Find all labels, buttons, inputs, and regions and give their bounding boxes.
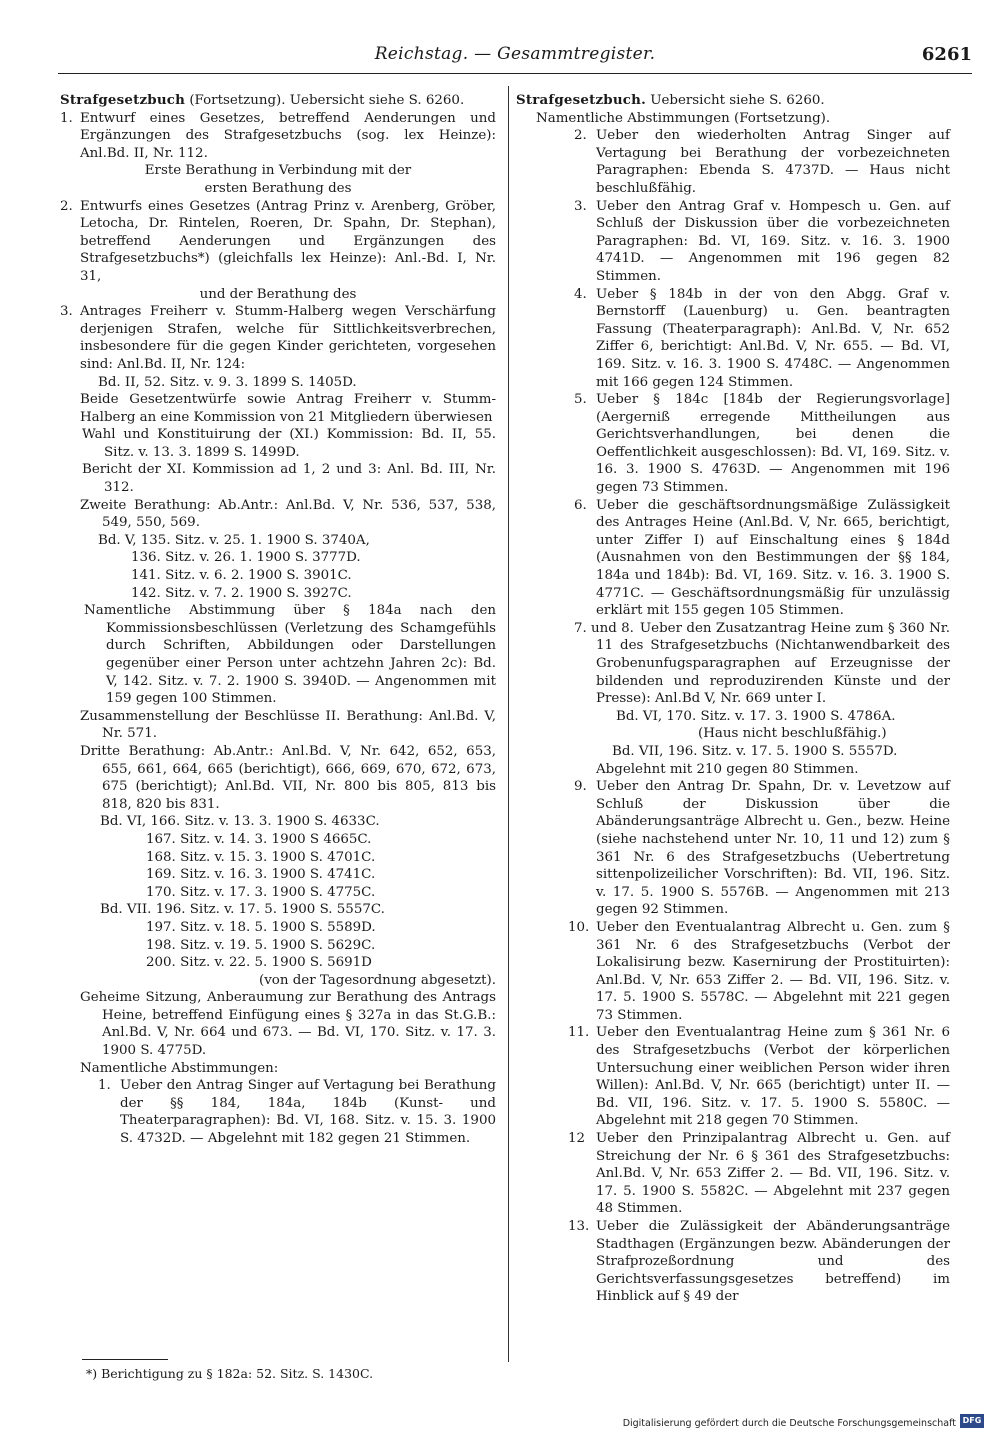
paragraph: Beide Gesetzentwürfe sowie Antrag Freiherr v. Stumm-Halberg an eine Kommission von 21 Mitgliedern überwiesen: [80, 392, 496, 425]
item-number: 11.: [568, 1025, 590, 1041]
item-text: Ueber den Antrag Dr. Spahn, Dr. v. Levetzow auf Schluß der Diskussion über die Abänderungsanträge Albrecht u. Gen., bezw. Heine (siehe nachstehend unter Nr. 10, 11 und 12) zum § 361 Nr. 6 des Strafgesetzbuchs (Uebertretung sittenpolizeilicher Vorschriften): Bd. VII, 196. Sitz. v. 17. 5. 1900 S. 5576B. — Angenommen mit 213 gegen 92 Stimmen.: [596, 779, 950, 918]
dfg-logo: DFG: [960, 1414, 984, 1428]
item-text: Ueber die geschäftsordnungsmäßige Zulässigkeit des Antrages Heine (Anl.Bd. V, Nr. 665, berichtigt, unter Ziffer I) auf Einschaltung eines § 184d (Ausnahmen von den Bestimmungen der §§ 184, 184a und 184b): Bd. VI, 169. Sitz. v. 16. 3. 1900 S. 4771C. — Geschäftsordnungsmäßig für unzulässig erklärt mit 155 gegen 105 Stimmen.: [596, 497, 950, 619]
reference-line: 142. Sitz. v. 7. 2. 1900 S. 3927C.: [131, 585, 352, 601]
reference-line: 169. Sitz. v. 16. 3. 1900 S. 4741C.: [146, 867, 376, 883]
reference-line: 141. Sitz. v. 6. 2. 1900 S. 3901C.: [131, 568, 352, 584]
reference-line: 167. Sitz. v. 14. 3. 1900 S 4665C.: [146, 831, 372, 847]
item-number: 9.: [574, 779, 587, 795]
paragraph: Wahl und Konstituirung der (XI.) Kommission: Bd. II, 55. Sitz. v. 13. 3. 1899 S. 1499D.: [82, 427, 496, 460]
reference-line: Bd. VI, 166. Sitz. v. 13. 3. 1900 S. 4633C.: [100, 814, 380, 830]
result-line: Abgelehnt mit 210 gegen 80 Stimmen.: [596, 761, 859, 777]
item-text: Ueber den Antrag Graf v. Hompesch u. Gen. auf Schluß der Diskussion über die vorbezeichneten Paragraphen: Bd. VI, 169. Sitz. v. 16. 3. 1900 4741D. — Angenommen mit 196 gegen 82 Stimmen.: [596, 198, 950, 284]
paragraph: Namentliche Abstimmung über § 184a nach den Kommissionsbeschlüssen (Verletzung des Schamgefühls durch Schriften, Abbildungen oder Darstellungen gegenüber einer Person unter achtzehn Jahren 2c): Bd. V, 142. Sitz. v. 7. 2. 1900 S. 3940D. — Angenommen mit 159 gegen 100 Stimmen.: [84, 603, 496, 707]
list-item: [60, 198, 496, 286]
right-column: [516, 92, 950, 1306]
footnote-rule: [82, 1359, 168, 1360]
footnote: *) Berichtigung zu § 182a: 52. Sitz. S. 1430C.: [86, 1366, 374, 1381]
reference-line: Bd. VII, 196. Sitz. v. 17. 5. 1900 S. 5557D.: [612, 743, 898, 759]
reference-line: Bd. V, 135. Sitz. v. 25. 1. 1900 S. 3740A,: [98, 532, 370, 548]
subheading: ersten Berathung des: [204, 180, 352, 196]
page-header: [58, 44, 972, 70]
reference-list: [60, 532, 496, 602]
item-text: Ueber § 184c [184b der Regierungsvorlage] (Aergerniß erregende Mittheilungen aus Gerichtsverhandlungen, bei denen die Oeffentlichkeit ausgeschlossen): Bd. VI, 169. Sitz. v. 16. 3. 1900 S. 4763D. — Angenommen mit 196 gegen 73 Stimmen.: [596, 392, 950, 496]
header-rule: [58, 73, 972, 74]
list-item: [516, 497, 950, 620]
item-number: 7. und 8.: [574, 620, 634, 636]
list-item: [516, 1024, 950, 1130]
paragraph: Dritte Berathung: Ab.Antr.: Anl.Bd. V, Nr. 642, 652, 653, 655, 661, 664, 665 (berichtigt), 666, 669, 670, 672, 673, 675 (berichtigt); Anl.Bd. VII, Nr. 800 bis 805, 813 bis 818, 820 bis 831.: [80, 743, 496, 812]
heading-bold: Strafgesetzbuch.: [516, 92, 646, 108]
reference-note: (von der Tagesordnung abgesetzt).: [258, 972, 496, 988]
list-item: [516, 286, 950, 392]
list-item: [60, 110, 496, 163]
item-text: Entwurf eines Gesetzes, betreffend Aenderungen und Ergänzungen des Strafgesetzbuchs (sog. lex Heinze): Anl.Bd. II, Nr. 112.: [80, 110, 496, 161]
digitization-credit: Digitalisierung gefördert durch die Deutsche Forschungsgemeinschaft: [622, 1418, 956, 1429]
list-item: [516, 1218, 950, 1306]
item-number: 1.: [98, 1078, 111, 1094]
list-item: [60, 1077, 496, 1147]
item-number: 2.: [60, 198, 73, 214]
item-number: 2.: [574, 128, 587, 144]
subheading: Erste Berathung in Verbindung mit der: [144, 163, 412, 179]
item-text: Ueber den Prinzipalantrag Albrecht u. Gen. auf Streichung der Nr. 6 § 361 des Strafgesetzbuchs: Anl.Bd. V, Nr. 653 Ziffer 2. — Bd. VII, 196. Sitz. v. 17. 5. 1900 S. 5582C. — Abgelehnt mit 237 gegen 48 Stimmen.: [596, 1131, 950, 1217]
reference-line: 200. Sitz. v. 22. 5. 1900 S. 5691D: [146, 955, 372, 971]
item-number: 13.: [568, 1219, 590, 1234]
list-item: [60, 303, 496, 373]
page-number: 6261: [921, 44, 972, 65]
paragraph: Zweite Berathung: Ab.Antr.: Anl.Bd. V, Nr. 536, 537, 538, 549, 550, 569.: [80, 497, 496, 531]
column-divider: [508, 86, 509, 1362]
reference-line: Bd. VII. 196. Sitz. v. 17. 5. 1900 S. 5557C.: [100, 902, 385, 918]
heading-rest: (Fortsetzung). Uebersicht siehe S. 6260.: [185, 93, 465, 108]
item-number: 5.: [574, 392, 587, 408]
subheading: und der Berathung des: [199, 286, 357, 302]
item-number: 6.: [574, 497, 587, 513]
section-heading: [60, 92, 496, 110]
reference-line: Bd. VI, 170. Sitz. v. 17. 3. 1900 S. 4786A.: [616, 708, 896, 724]
heading-bold: Strafgesetzbuch: [60, 92, 186, 108]
item-text: Entwurfs eines Gesetzes (Antrag Prinz v. Arenberg, Gröber, Letocha, Dr. Rintelen, Roeren, Dr. Spahn, Dr. Stephan), betreffend Aenderungen und Ergänzungen des Strafgesetzbuchs*) (gleichfalls lex Heinze): Anl.-Bd. I, Nr. 31,: [80, 198, 496, 284]
list-item: [516, 778, 950, 919]
item-text: Ueber den Eventualantrag Albrecht u. Gen. zum § 361 Nr. 6 des Strafgesetzbuchs (Verbot der Lokalisirung bezw. Kasernirung der Prostituirten): Anl.Bd. V, Nr. 653 Ziffer 2. — Bd. VII, 196. Sitz. v. 17. 5. 1900 S. 5578C. — Abgelehnt mit 221 gegen 73 Stimmen.: [596, 919, 950, 1023]
paragraph: Bericht der XI. Kommission ad 1, 2 und 3: Anl. Bd. III, Nr. 312.: [82, 462, 496, 496]
list-item: [516, 391, 950, 497]
reference-line: 198. Sitz. v. 19. 5. 1900 S. 5629C.: [146, 937, 376, 953]
item-text: Ueber den Zusatzantrag Heine zum § 360 Nr. 11 des Strafgesetzbuchs (Nichtanwendbarkeit des Grobenunfugsparagraphen auf Erzeugnisse der bildenden und reproduzirenden Künste und der Presse): Anl.Bd V, Nr. 669 unter I.: [596, 620, 950, 707]
paragraph: Geheime Sitzung, Anberaumung zur Berathung des Antrags Heine, betreffend Einfügung eines § 327a in das St.G.B.: Anl.Bd. V, Nr. 664 und 673. — Bd. VI, 170. Sitz. v. 17. 3. 1900 S. 4775D.: [80, 990, 496, 1059]
heading-rest: Uebersicht siehe S. 6260.: [645, 93, 825, 108]
reference-line: Bd. II, 52. Sitz. v. 9. 3. 1899 S. 1405D.: [98, 374, 357, 390]
list-item: [516, 620, 950, 708]
reference-note: (Haus nicht beschlußfähig.): [698, 726, 887, 742]
item-text: Antrages Freiherr v. Stumm-Halberg wegen Verschärfung derjenigen Strafen, welche für Sittlichkeitsverbrechen, insbesondere für die gegen Kinder gerichteten, vorgesehen sind: Anl.Bd. II, Nr. 124:: [80, 304, 496, 372]
reference-line: 197. Sitz. v. 18. 5. 1900 S. 5589D.: [146, 919, 376, 935]
running-title: Reichstag. — Gesammtregister.: [374, 44, 656, 64]
subheading: Namentliche Abstimmungen:: [80, 1060, 279, 1076]
left-column: [60, 92, 496, 1148]
section-heading: [516, 92, 950, 110]
item-number: 4.: [574, 286, 587, 302]
item-number: 3.: [60, 304, 73, 320]
reference-line: 170. Sitz. v. 17. 3. 1900 S. 4775C.: [146, 884, 376, 900]
paragraph: Zusammenstellung der Beschlüsse II. Berathung: Anl.Bd. V, Nr. 571.: [80, 708, 496, 742]
reference-list: [60, 813, 496, 971]
reference-line: 136. Sitz. v. 26. 1. 1900 S. 3777D.: [131, 550, 361, 566]
list-item: [516, 919, 950, 1025]
item-text: Ueber den Eventualantrag Heine zum § 361 Nr. 6 des Strafgesetzbuchs (Verbot der körperlichen Untersuchung einer weiblichen Person wider ihren Willen): Anl.Bd. V, Nr. 665 (berichtigt) unter II. — Bd. VII, 196. Sitz. v. 17. 5. 1900 S. 5580C. — Abgelehnt mit 218 gegen 70 Stimmen.: [596, 1025, 950, 1129]
reference-line: 168. Sitz. v. 15. 3. 1900 S. 4701C.: [146, 849, 376, 865]
item-number: 12: [568, 1131, 586, 1147]
item-number: 10.: [568, 919, 590, 935]
item-text: Ueber den Antrag Singer auf Vertagung bei Berathung der §§ 184, 184a, 184b (Kunst- und Theaterparagraphen): Bd. VI, 168. Sitz. v. 15. 3. 1900 S. 4732D. — Abgelehnt mit 182 gegen 21 Stimmen.: [120, 1078, 496, 1147]
item-text: Ueber die Zulässigkeit der Abänderungsanträge Stadthagen (Ergänzungen bezw. Abänderungen der Strafprozeßordnung und des Gerichtsverfassungsgesetzes betreffend) im Hinblick auf § 49 der: [596, 1219, 950, 1305]
list-item: [516, 198, 950, 286]
item-text: Ueber § 184b in der von den Abgg. Graf v. Bernstorff (Lauenburg) u. Gen. beantragten Fassung (Theaterparagraph): Anl.Bd. V, Nr. 652 Ziffer 6, berichtigt: Anl.Bd. V, Nr. 655. — Bd. VI, 169. Sitz. v. 16. 3. 1900 S. 4748C. — Angenommen mit 166 gegen 124 Stimmen.: [596, 286, 950, 390]
list-item: [516, 1130, 950, 1218]
subheading: Namentliche Abstimmungen (Fortsetzung).: [536, 110, 831, 126]
item-number: 3.: [574, 198, 587, 214]
list-item: [516, 127, 950, 197]
item-text: Ueber den wiederholten Antrag Singer auf Vertagung bei Berathung der vorbezeichneten Paragraphen: Ebenda S. 4737D. — Haus nicht beschlußfähig.: [596, 128, 950, 196]
item-number: 1.: [60, 110, 73, 126]
